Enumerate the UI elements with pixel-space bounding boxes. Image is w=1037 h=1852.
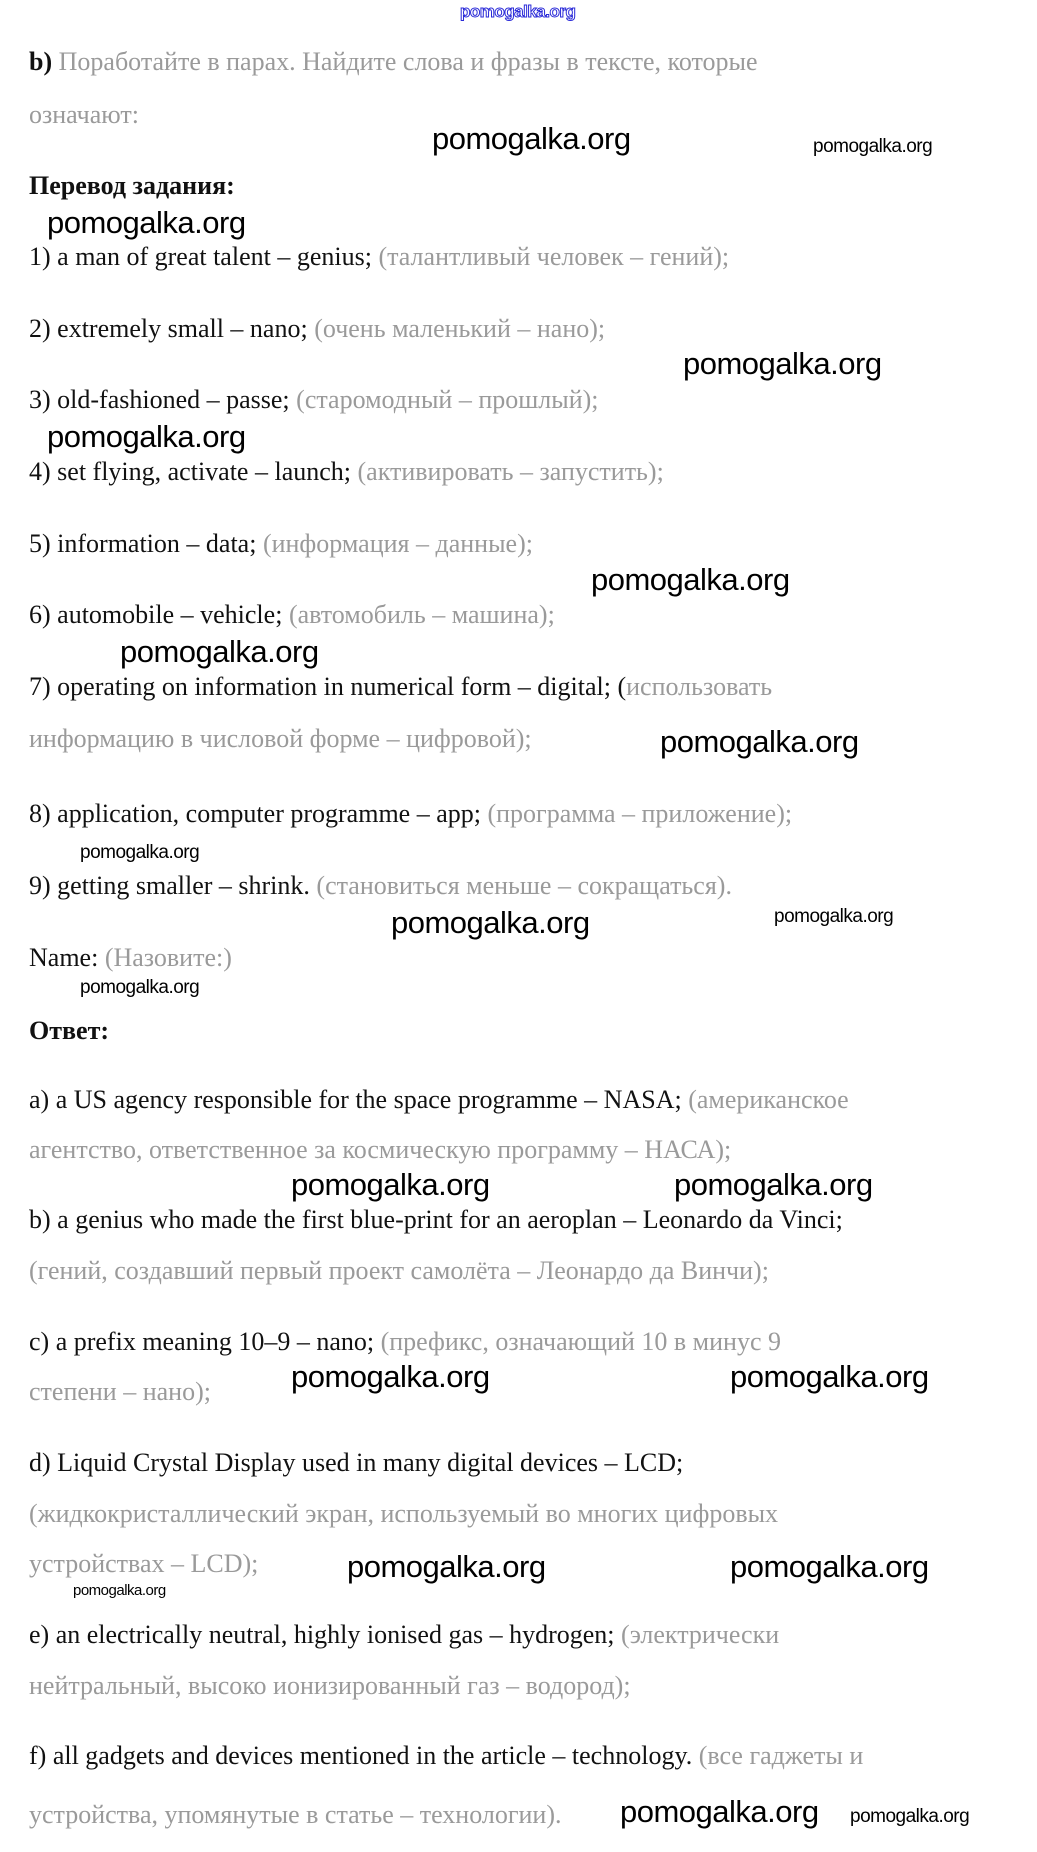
answer-e [29, 1620, 779, 1650]
item-en: 5) information – data; [29, 529, 263, 558]
name-en: Name: [29, 943, 105, 972]
watermark: pomogalka.org [683, 346, 882, 381]
answer-d: d) Liquid Crystal Display used in many digital devices – LCD; [29, 1448, 684, 1477]
watermark: pomogalka.org [591, 562, 790, 597]
item-en: 1) a man of great talent – genius; [29, 242, 379, 271]
answer-f [29, 1741, 863, 1771]
answer-e-cont: нейтральный, высоко ионизированный газ – водород); [29, 1671, 631, 1700]
watermark: pomogalka.org [850, 1806, 970, 1827]
task-text: Поработайте в парах. Найдите слова и фразы в тексте, которые [58, 47, 758, 76]
item-ru: (становиться меньше – сокращаться). [316, 871, 732, 900]
item-en: 2) extremely small – nano; [29, 314, 315, 343]
item-ru: (старомодный – прошлый); [296, 385, 599, 414]
answer-en: e) an electrically neutral, highly ionised gas – hydrogen; [29, 1620, 622, 1649]
item-2 [29, 314, 605, 344]
watermark: pomogalka.org [47, 419, 246, 454]
answer-a [29, 1085, 849, 1115]
answer-c [29, 1327, 781, 1357]
watermark: pomogalka.org [347, 1549, 546, 1584]
answer-c-cont: степени – нано); [29, 1377, 211, 1406]
answer-en: a) a US agency responsible for the space programme – NASA; [29, 1085, 689, 1114]
item-ru: (талантливый человек – гений); [378, 242, 730, 271]
item-8 [29, 799, 792, 829]
item-5 [29, 529, 533, 559]
item-4 [29, 457, 664, 487]
watermark: pomogalka.org [291, 1359, 490, 1394]
watermark: pomogalka.org [73, 1582, 166, 1599]
watermark: pomogalka.org [120, 634, 319, 669]
item-en: 6) automobile – vehicle; [29, 600, 289, 629]
watermark: pomogalka.org [291, 1167, 490, 1202]
item-en: 8) application, computer programme – app; [29, 799, 488, 828]
task-text-cont: означают: [29, 100, 139, 129]
watermark: pomogalka.org [813, 136, 933, 157]
answer-d-cont-2: устройствах – LCD); [29, 1549, 259, 1578]
item-en: 9) getting smaller – shrink. [29, 871, 317, 900]
task-line [29, 47, 758, 77]
item-9 [29, 871, 732, 901]
item-6 [29, 600, 555, 630]
answer-ru: (префикс, означающий 10 в минус 9 [380, 1327, 781, 1356]
watermark: pomogalka.org [620, 1794, 819, 1829]
watermark: pomogalka.org [391, 905, 590, 940]
watermark-top: pomogalka.org [460, 2, 576, 21]
answer-f-cont: устройства, упомянутые в статье – технологии). [29, 1800, 562, 1829]
name-ru: (Назовите:) [104, 943, 232, 972]
item-ru: (информация – данные); [262, 529, 533, 558]
answer-b-cont: (гений, создавший первый проект самолёта – Леонардо да Винчи); [29, 1256, 769, 1285]
item-3 [29, 385, 599, 415]
answer-a-cont: агентство, ответственное за космическую программу – НАСА); [29, 1135, 732, 1164]
watermark: pomogalka.org [660, 724, 859, 759]
task-label: b) [29, 47, 53, 76]
item-en: 3) old-fashioned – passe; [29, 385, 297, 414]
answer-en: f) all gadgets and devices mentioned in the article – technology. [29, 1741, 699, 1770]
translation-heading: Перевод задания: [29, 171, 235, 200]
name-line [29, 943, 232, 973]
answer-ru: (электрически [621, 1620, 780, 1649]
watermark: pomogalka.org [674, 1167, 873, 1202]
item-1 [29, 242, 729, 272]
answer-heading: Ответ: [29, 1016, 110, 1045]
watermark: pomogalka.org [432, 121, 631, 156]
answer-d-cont: (жидкокристаллический экран, используемый во многих цифровых [29, 1499, 779, 1528]
watermark: pomogalka.org [47, 205, 246, 240]
answer-ru: (все гаджеты и [698, 1741, 864, 1770]
item-en: 7) operating on information in numerical form – digital; ( [29, 672, 627, 701]
item-7-cont: информацию в числовой форме – цифровой); [29, 724, 532, 753]
answer-en: c) a prefix meaning 10–9 – nano; [29, 1327, 381, 1356]
watermark: pomogalka.org [774, 906, 894, 927]
watermark: pomogalka.org [730, 1359, 929, 1394]
item-ru: (программа – приложение); [487, 799, 793, 828]
item-ru: (активировать – запустить); [357, 457, 664, 486]
answer-ru: (американское [688, 1085, 849, 1114]
item-ru: использовать [626, 672, 773, 701]
item-en: 4) set flying, activate – launch; [29, 457, 358, 486]
watermark: pomogalka.org [730, 1549, 929, 1584]
watermark: pomogalka.org [80, 977, 200, 998]
item-ru: (автомобиль – машина); [288, 600, 555, 629]
watermark: pomogalka.org [80, 842, 200, 863]
answer-b: b) a genius who made the first blue-print for an aeroplan – Leonardo da Vinci; [29, 1205, 843, 1234]
item-ru: (очень маленький – нано); [314, 314, 606, 343]
item-7 [29, 672, 772, 702]
